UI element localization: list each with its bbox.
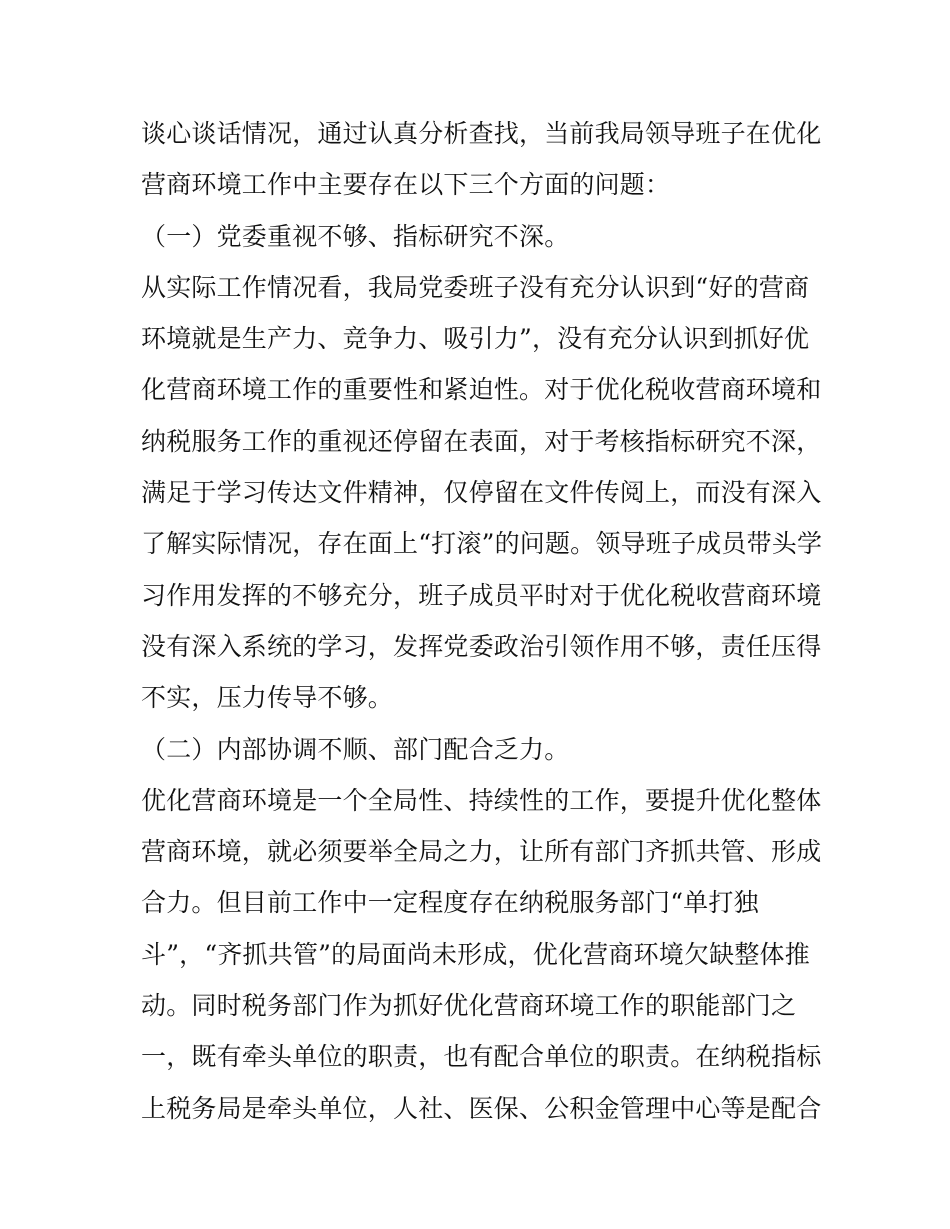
body-line-7: 纳税服务工作的重视还停留在表面，对于考核指标研究不深， (141, 426, 822, 456)
body-line-4: 从实际工作情况看，我局党委班子没有充分认识到“好的营商 (141, 272, 810, 302)
body-line-16: 合力。但目前工作中一定程度存在纳税服务部门“单打独 (141, 888, 759, 918)
body-line-19: 一，既有牵头单位的职责，也有配合单位的职责。在纳税指标 (141, 1042, 822, 1072)
document-body (141, 108, 821, 1134)
body-line-2: 营商环境工作中主要存在以下三个方面的问题： (141, 170, 671, 200)
body-line-10: 习作用发挥的不够充分，班子成员平时对于优化税收营商环境 (141, 580, 822, 610)
body-line-1: 谈心谈话情况，通过认真分析查找，当前我局领导班子在优化 (141, 119, 822, 148)
body-line-17: 斗”，“齐抓共管”的局面尚未形成，优化营商环境欠缺整体推 (141, 939, 810, 969)
body-line-9: 了解实际情况，存在面上“打滚”的问题。领导班子成员带头学 (141, 529, 823, 559)
body-line-8: 满足于学习传达文件精神，仅停留在文件传阅上，而没有深入 (141, 478, 822, 508)
body-line-11: 没有深入系统的学习，发挥党委政治引领作用不够，责任压得 (141, 631, 822, 661)
body-line-15: 营商环境，就必须要举全局之力，让所有部门齐抓共管、形成 (141, 837, 822, 867)
body-line-14: 优化营商环境是一个全局性、持续性的工作，要提升优化整体 (141, 785, 822, 815)
body-line-12: 不实，压力传导不够。 (141, 683, 394, 713)
body-line-5: 环境就是生产力、竞争力、吸引力”，没有充分认识到抓好优 (141, 324, 810, 354)
section-heading-1: （一）党委重视不够、指标研究不深。 (141, 221, 570, 251)
body-line-20: 上税务局是牵头单位，人社、医保、公积金管理中心等是配合 (141, 1093, 822, 1123)
body-line-6: 化营商环境工作的重要性和紧迫性。对于优化税收营商环境和 (141, 375, 822, 405)
body-line-18: 动。同时税务部门作为抓好优化营商环境工作的职能部门之 (141, 991, 797, 1021)
section-heading-2: （二）内部协调不顺、部门配合乏力。 (141, 734, 570, 764)
